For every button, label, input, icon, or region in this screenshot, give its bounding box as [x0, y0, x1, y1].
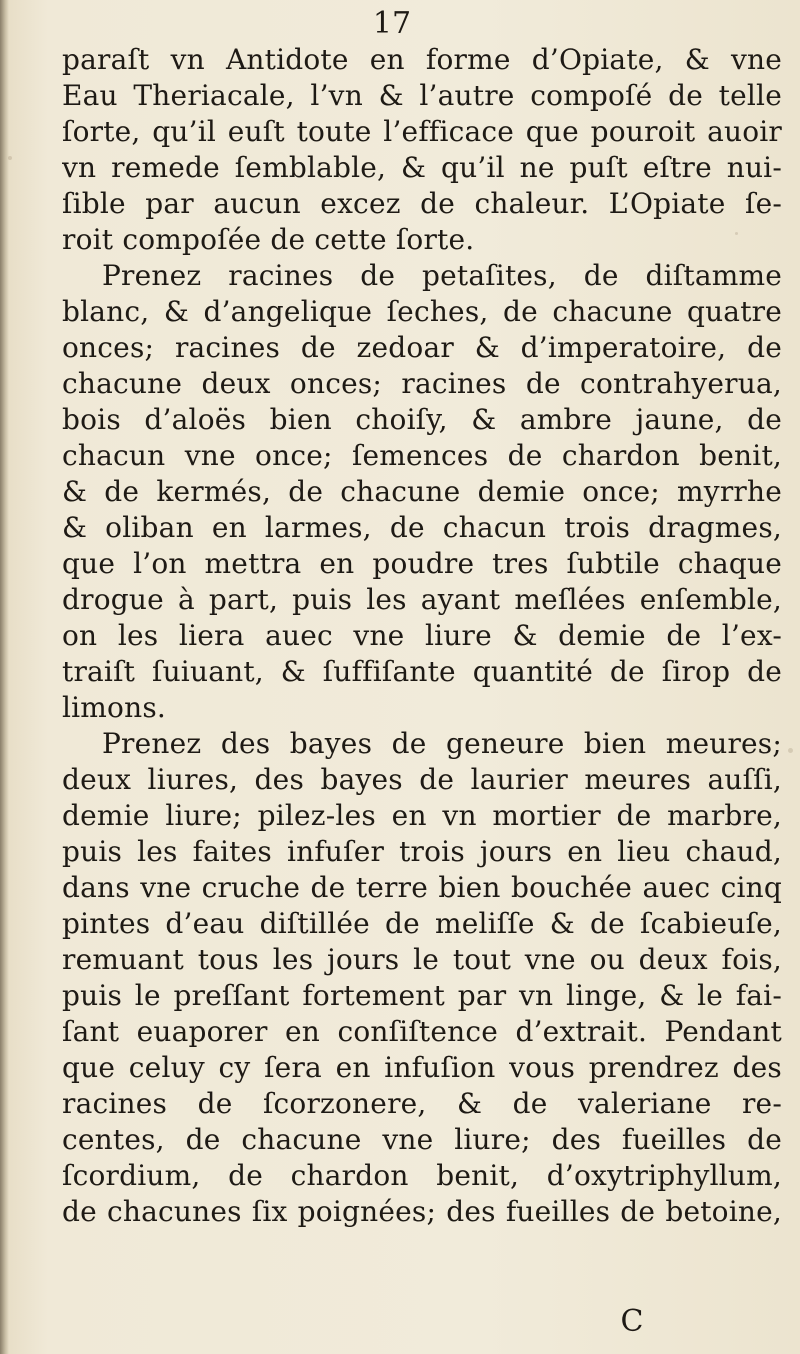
text-line: centes, de chacune vne liure; des fueilles de [62, 1123, 782, 1156]
text-line: dans vne cruche de terre bien bouchée auec cinq [62, 871, 782, 904]
text-line: puis les faites infuſer trois jours en lieu chaud, [62, 835, 782, 868]
text-line: vn remede ſemblable, & qu’il ne puſt eſtre nui- [62, 151, 782, 184]
text-line: ſible par aucun excez de chaleur. L’Opiate ſe- [62, 187, 782, 220]
text-line: & de kermés, de chacune demie once; myrrhe [62, 475, 782, 508]
text-line: racines de ſcorzonere, & de valeriane re- [62, 1087, 782, 1120]
text-line: roit compoſée de cette ſorte. [62, 223, 475, 256]
paper-spot [735, 232, 738, 235]
text-line: que l’on mettra en poudre tres ſubtile chaque [62, 547, 782, 580]
text-line: puis le preſſant fortement par vn linge, & le fai- [62, 979, 782, 1012]
text-line: onces; racines de zedoar & d’imperatoire, de [62, 331, 782, 364]
text-line: ſant euaporer en conſiſtence d’extrait. Pendant [62, 1015, 782, 1048]
signature-mark: C [620, 1304, 644, 1339]
text-line: demie liure; pilez-les en vn mortier de marbre, [62, 799, 782, 832]
paragraph-start-line: Prenez racines de petaſites, de diſtamme [102, 259, 782, 292]
text-line: paraſt vn Antidote en forme d’Opiate, & vne [62, 43, 782, 76]
text-line: bois d’aloës bien choiſy, & ambre jaune, de [62, 403, 782, 436]
text-line: remuant tous les jours le tout vne ou deux fois, [62, 943, 782, 976]
page-number: 17 [372, 6, 412, 41]
text-line: que celuy cy ſera en infuſion vous prendrez des [62, 1051, 782, 1084]
page-text [62, 42, 782, 1230]
text-line: ſcordium, de chardon benit, d’oxytriphyllum, [62, 1159, 782, 1192]
text-line: Eau Theriacale, l’vn & l’autre compoſé de telle [62, 79, 782, 112]
page-binding-edge [0, 0, 9, 1354]
paper-spot [8, 156, 12, 160]
text-line: & oliban en larmes, de chacun trois dragmes, [62, 511, 782, 544]
paragraph-start-line: Prenez des bayes de geneure bien meures; [102, 727, 782, 760]
text-line: pintes d’eau diſtillée de meliſſe & de ſcabieuſe, [62, 907, 782, 940]
text-line: de chacunes ſix poignées; des fueilles de betoine, [62, 1195, 782, 1228]
text-line: drogue à part, puis les ayant meſlées enſemble, [62, 583, 782, 616]
text-line: blanc, & d’angelique ſeches, de chacune quatre [62, 295, 782, 328]
text-line: deux liures, des bayes de laurier meures auſſi, [62, 763, 782, 796]
text-line: traiſt ſuiuant, & ſuffiſante quantité de ſirop de [62, 655, 782, 688]
text-line: on les liera auec vne liure & demie de l’ex- [62, 619, 782, 652]
paper-spot [788, 748, 793, 753]
text-line: ſorte, qu’il euſt toute l’efficace que pouroit auoir [62, 115, 782, 148]
text-line: chacune deux onces; racines de contrahyerua, [62, 367, 782, 400]
text-line: chacun vne once; ſemences de chardon benit, [62, 439, 782, 472]
text-line: limons. [62, 691, 167, 724]
